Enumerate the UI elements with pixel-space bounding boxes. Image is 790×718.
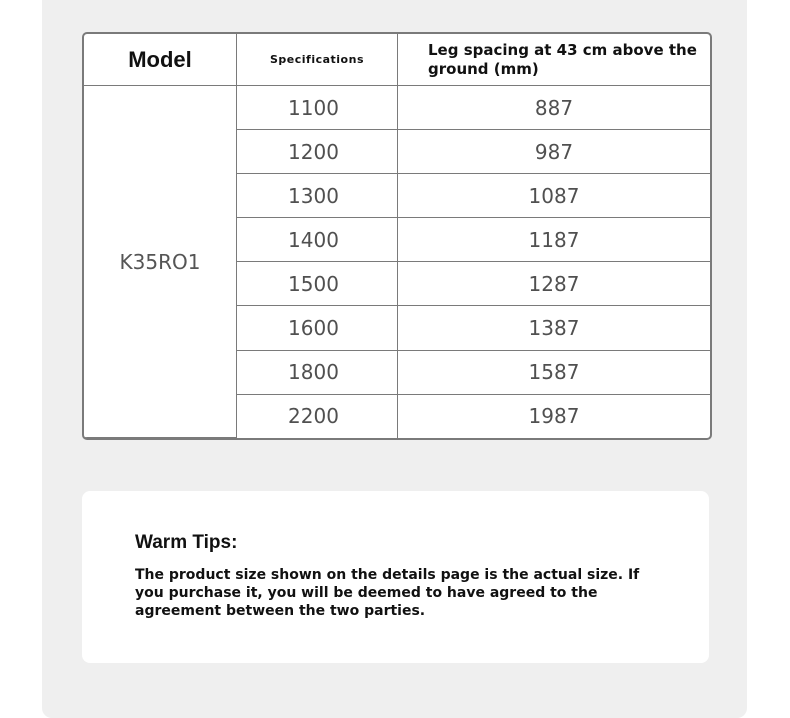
warm-tips-title: Warm Tips: [135, 532, 238, 553]
spec-cell: 1400 [237, 218, 398, 262]
spec-cell: 1200 [237, 130, 398, 174]
warm-tips-card [82, 491, 709, 663]
header-leg-spacing: Leg spacing at 43 cm above the ground (mm) [398, 34, 711, 86]
spec-cell: 1600 [237, 306, 398, 350]
table-header-row [84, 34, 710, 86]
table-row [84, 86, 710, 130]
header-specifications: Specifications [237, 34, 398, 86]
leg-spacing-cell: 987 [398, 130, 711, 174]
leg-spacing-cell: 1387 [398, 306, 711, 350]
leg-spacing-cell: 1287 [398, 262, 711, 306]
spec-cell: 1800 [237, 350, 398, 394]
spec-cell: 2200 [237, 394, 398, 437]
spec-cell: 1300 [237, 174, 398, 218]
spec-table-container [82, 32, 712, 440]
leg-spacing-cell: 1987 [398, 394, 711, 437]
leg-spacing-cell: 1187 [398, 218, 711, 262]
warm-tips-body: The product size shown on the details page is the actual size. If you purchase it, you will be deemed to have agreed to the agreement between the two parties. [135, 567, 640, 619]
leg-spacing-cell: 1587 [398, 350, 711, 394]
spec-table [84, 34, 710, 438]
leg-spacing-cell: 1087 [398, 174, 711, 218]
header-model: Model [84, 34, 237, 86]
leg-spacing-cell: 887 [398, 86, 711, 130]
model-cell: K35RO1 [84, 86, 237, 438]
spec-cell: 1500 [237, 262, 398, 306]
spec-cell: 1100 [237, 86, 398, 130]
